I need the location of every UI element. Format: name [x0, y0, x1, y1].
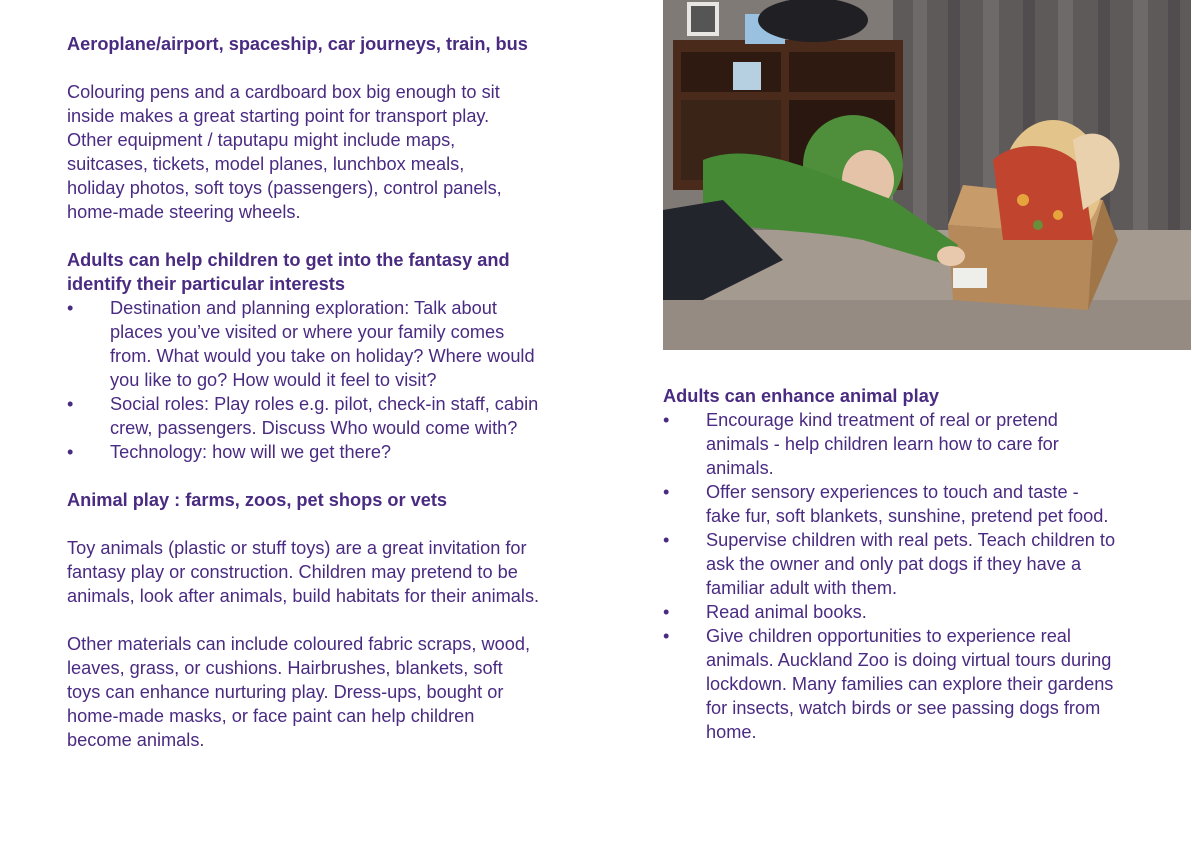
adults-enhance-list	[663, 408, 1173, 744]
bullet: •	[67, 442, 74, 462]
text-line: toys can enhance nurturing play. Dress-ups, bought or	[67, 682, 504, 702]
list-item	[663, 480, 1173, 528]
photo-illustration	[663, 0, 1191, 350]
text-line: animals, look after animals, build habitats for their animals.	[67, 586, 540, 606]
text-line: fantasy play or construction. Children may pretend to be	[67, 562, 518, 582]
list-item	[67, 392, 597, 440]
list-item	[663, 624, 1173, 744]
text-line: Other equipment / taputapu might include maps,	[67, 130, 456, 150]
transport-heading: Aeroplane/airport, spaceship, car journeys, train, bus	[67, 34, 528, 54]
text-line: Read animal books.	[706, 602, 867, 622]
text-line: familiar adult with them.	[706, 578, 898, 598]
text-line: animals. Auckland Zoo is doing virtual tours during	[706, 650, 1112, 670]
text-line: lockdown. Many families can explore their gardens	[706, 674, 1114, 694]
text-line: Other materials can include coloured fabric scraps, wood,	[67, 634, 530, 654]
bullet: •	[663, 410, 670, 430]
bullet: •	[663, 482, 670, 502]
adults-enhance-heading: Adults can enhance animal play	[663, 386, 939, 406]
text-line: Give children opportunities to experience real	[706, 626, 1071, 646]
text-line: ask the owner and only pat dogs if they have a	[706, 554, 1082, 574]
text-line: you like to go? How would it feel to visit?	[110, 370, 437, 390]
text-line: home-made masks, or face paint can help children	[67, 706, 475, 726]
text-line: home.	[706, 722, 757, 742]
text-line: inside makes a great starting point for transport play.	[67, 106, 490, 126]
list-item	[663, 600, 1173, 624]
text-line: crew, passengers. Discuss Who would come with?	[110, 418, 518, 438]
list-item	[663, 528, 1173, 600]
text-line: Toy animals (plastic or stuff toys) are a great invitation for	[67, 538, 527, 558]
text-line: home-made steering wheels.	[67, 202, 301, 222]
list-item	[67, 440, 597, 464]
transport-intro-paragraph	[67, 80, 597, 224]
right-column	[663, 384, 1173, 744]
text-line: fake fur, soft blankets, sunshine, pretend pet food.	[706, 506, 1109, 526]
list-item	[67, 296, 597, 392]
text-line: from. What would you take on holiday? Where would	[110, 346, 535, 366]
animal-play-heading: Animal play : farms, zoos, pet shops or vets	[67, 490, 448, 510]
list-item	[663, 408, 1173, 480]
bullet: •	[67, 394, 74, 414]
heading-line: Adults can help children to get into the fantasy and	[67, 250, 510, 270]
text-line: leaves, grass, or cushions. Hairbrushes, blankets, soft	[67, 658, 503, 678]
bullet: •	[663, 530, 670, 550]
text-line: Colouring pens and a cardboard box big enough to sit	[67, 82, 500, 102]
heading-line: identify their particular interests	[67, 274, 345, 294]
bullet: •	[663, 626, 670, 646]
text-line: suitcases, tickets, model planes, lunchbox meals,	[67, 154, 465, 174]
text-line: Offer sensory experiences to touch and taste -	[706, 482, 1079, 502]
text-line: Supervise children with real pets. Teach children to	[706, 530, 1116, 550]
adults-help-list	[67, 296, 597, 464]
text-line: Destination and planning exploration: Talk about	[110, 298, 497, 318]
children-playing-in-box-photo	[663, 0, 1191, 350]
animal-paragraph-1	[67, 536, 597, 608]
text-line: Encourage kind treatment of real or pretend	[706, 410, 1058, 430]
text-line: for insects, watch birds or see passing dogs from	[706, 698, 1101, 718]
left-column	[67, 32, 597, 752]
text-line: animals - help children learn how to care for	[706, 434, 1059, 454]
text-line: places you’ve visited or where your family comes	[110, 322, 505, 342]
text-line: holiday photos, soft toys (passengers), control panels,	[67, 178, 502, 198]
adults-help-heading	[67, 248, 597, 296]
text-line: animals.	[706, 458, 774, 478]
text-line: become animals.	[67, 730, 205, 750]
animal-paragraph-2	[67, 632, 597, 752]
text-line: Technology: how will we get there?	[110, 442, 392, 462]
text-line: Social roles: Play roles e.g. pilot, check-in staff, cabin	[110, 394, 539, 414]
bullet: •	[67, 298, 74, 318]
bullet: •	[663, 602, 670, 622]
